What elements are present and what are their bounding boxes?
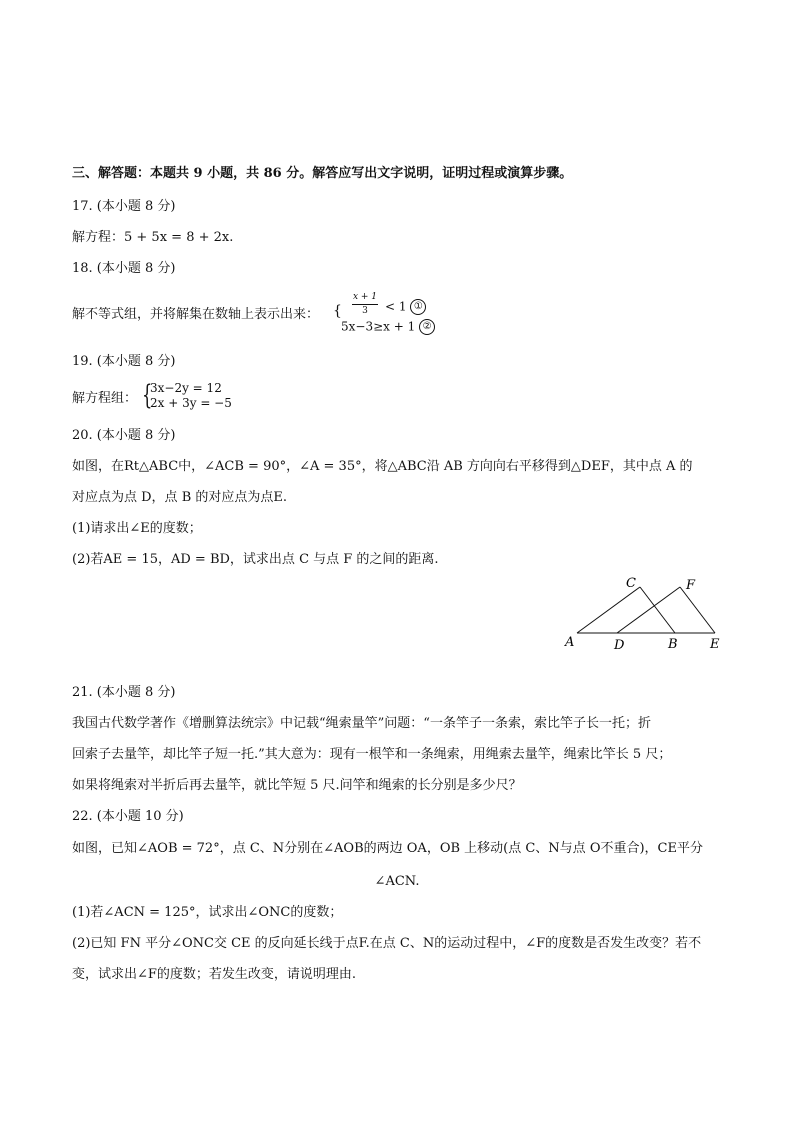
question-22-number: 22. (本小题 10 分) <box>72 809 184 824</box>
segment-FE <box>680 587 715 633</box>
question-21-line-1: 我国古代数学著作《增删算法统宗》中记载“绳索量竿”问题：“一条竿子一条索，索比竿子长一托；折 <box>72 716 651 731</box>
inequality-brace: { <box>333 303 342 319</box>
question-20-part-1: (1)请求出∠E的度数； <box>72 521 202 536</box>
segment-AC <box>577 587 640 633</box>
question-19-number: 19. (本小题 8 分) <box>72 354 176 369</box>
section-header: 三、解答题：本题共 9 小题，共 86 分。解答应写出文字说明，证明过程或演算步骤。 <box>72 166 573 181</box>
equation-1: 3x−2y = 12 <box>150 381 222 395</box>
label-C: C <box>626 576 636 591</box>
question-22-part-2-line-1: (2)已知 FN 平分∠ONC交 CE 的反向延长线于点F.在点 C、N的运动过程中，∠F的度数是否发生改变？若不 <box>72 936 702 951</box>
question-22-part-1: (1)若∠ACN = 125°，试求出∠ONC的度数； <box>72 905 343 920</box>
inequality-2: 5x−3≥x + 1 ② <box>341 319 435 335</box>
inequality-system <box>333 292 443 336</box>
question-17-text: 解方程：5 + 5x = 8 + 2x. <box>72 230 234 245</box>
triangle-translation-figure <box>560 572 730 654</box>
label-F: F <box>686 578 696 593</box>
inequality-2-mark: ② <box>419 319 435 335</box>
question-21-line-2: 回索子去量竿，却比竿子短一托.”其大意为：现有一根竿和一条绳索，用绳索去量竿，绳索比竿长 5 尺； <box>72 747 672 762</box>
question-17-number: 17. (本小题 8 分) <box>72 199 176 214</box>
label-B: B <box>668 637 678 652</box>
equation-brace: { <box>142 380 153 411</box>
question-19-label: 解方程组： <box>72 391 138 406</box>
label-D: D <box>614 638 625 653</box>
question-20-number: 20. (本小题 8 分) <box>72 428 176 443</box>
question-22-line-1: 如图，已知∠AOB = 72°，点 C、N分别在∠AOB的两边 OA，OB 上移动(点 C、N与点 O不重合)，CE平分 <box>72 841 703 856</box>
label-E: E <box>710 637 720 652</box>
inequality-1-numerator: x + 1 <box>352 292 378 302</box>
question-18-number: 18. (本小题 8 分) <box>72 261 176 276</box>
label-A: A <box>565 635 575 650</box>
question-22-part-2-line-2: 变，试求出∠F的度数；若发生改变，请说明理由. <box>72 967 357 982</box>
equation-2: 2x + 3y = −5 <box>150 396 232 410</box>
question-21-number: 21. (本小题 8 分) <box>72 685 176 700</box>
inequality-1-mark: ① <box>410 299 426 315</box>
inequality-1-rest: < 1 ① <box>385 299 426 315</box>
question-21-line-3: 如果将绳索对半折后再去量竿，就比竿短 5 尺.问竿和绳索的长分别是多少尺？ <box>72 778 522 793</box>
inequality-1-denominator: 3 <box>362 306 368 316</box>
inequality-1-fraction <box>347 292 383 317</box>
question-20-part-2: (2)若AE = 15，AD = BD，试求出点 C 与点 F 的之间的距离. <box>72 552 439 567</box>
question-20-line-2: 对应点为点 D，点 B 的对应点为点E. <box>72 490 287 505</box>
segment-DF <box>617 587 680 633</box>
question-20-line-1: 如图，在Rt△ABC中，∠ACB = 90°，∠A = 35°，将△ABC沿 AB 方向向右平移得到△DEF，其中点 A 的 <box>72 459 693 474</box>
question-22-line-2: ∠ACN. <box>374 874 420 889</box>
question-18-text: 解不等式组，并将解集在数轴上表示出来： <box>72 307 320 322</box>
